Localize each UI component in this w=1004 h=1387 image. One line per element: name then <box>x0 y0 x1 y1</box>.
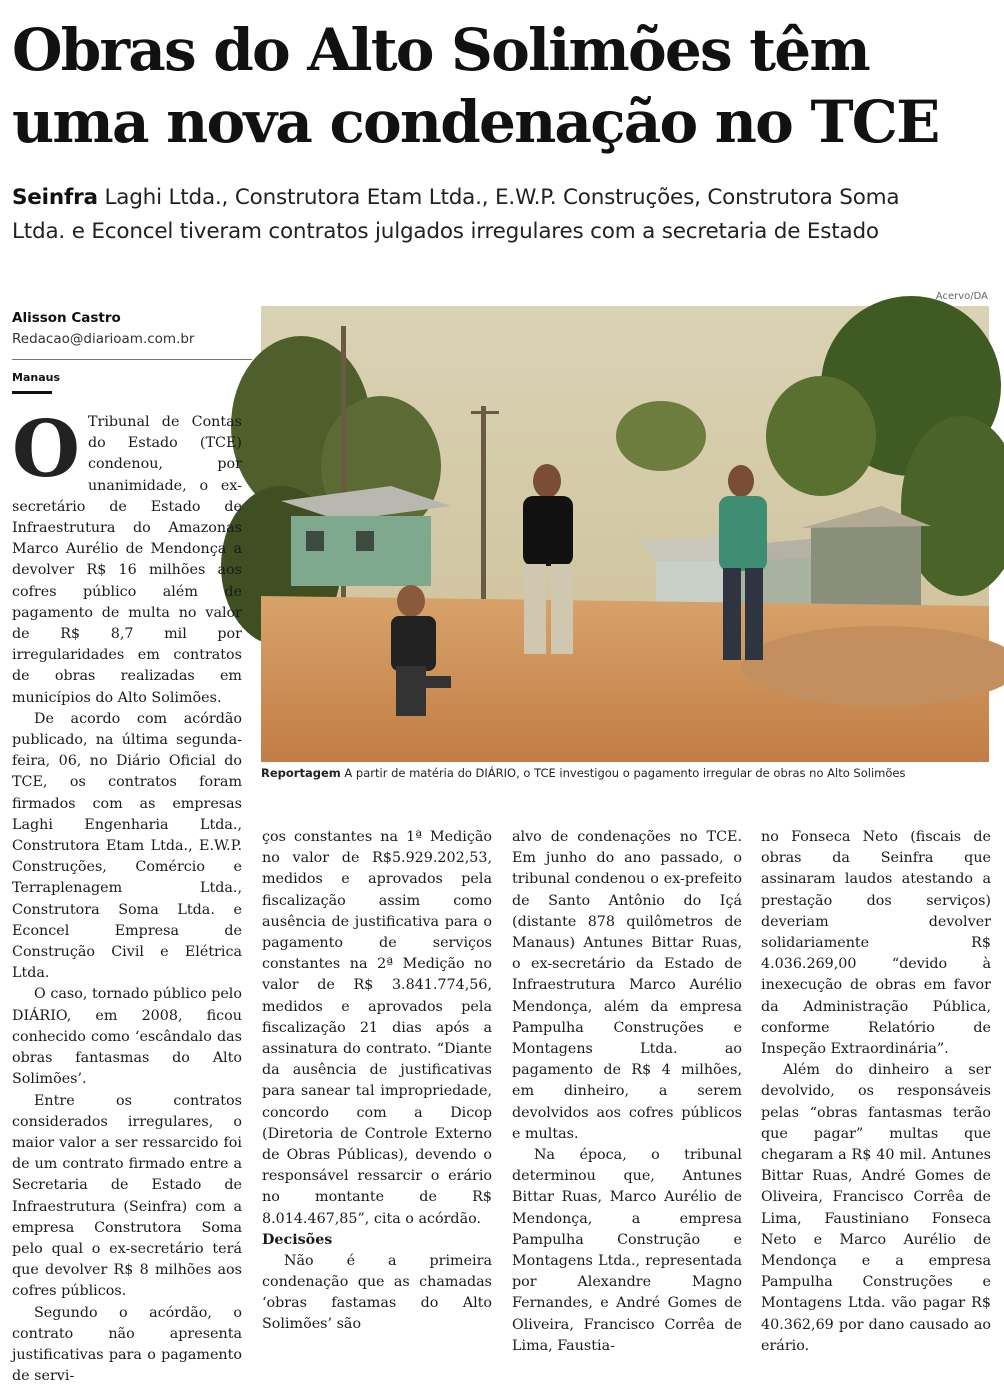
article-column-1 <box>12 404 242 1385</box>
paragraph-11: Além do dinheiro a ser devolvido, os responsáveis pelas “obras fantasmas terão que pagar” multas que chegaram a R$ 40 mil. Antunes Bittar Ruas, André Gomes de Oliveira, Francisco Corrêa de Lima, Faustiniano Fonseca Neto e Marco Aurélio de Mendonça e a empresa Pampulha Construções e Montagens Ltda. vão pagar R$ 40.362,69 por dano causado ao erário. <box>761 1062 991 1354</box>
paragraph-2: De acordo com acórdão publicado, na última segunda-feira, 06, no Diário Oficial do TCE, os contratos foram firmados com as empresas Laghi Engenharia Ltda., Construtora Etam Ltda., E.W.P. Construções, Comércio e Terraplenagem Ltda., Construtora Soma Ltda. e Econcel Empresa de Construção Civil e Elétrica Ltda. <box>12 710 242 982</box>
paragraph-5: Segundo o acórdão, o contrato não apresenta justificativas para o pagamento de servi- <box>12 1304 242 1385</box>
caption-text: A partir de matéria do DIÁRIO, o TCE investigou o pagamento irregular de obras no Alto Solimões <box>344 766 906 780</box>
lead-paragraph <box>12 404 242 709</box>
article-column-4 <box>761 827 991 1354</box>
deck <box>12 181 997 249</box>
byline <box>12 309 252 394</box>
paragraph-4: Entre os contratos considerados irregulares, o maior valor a ser ressarcido foi de um contrato firmado entre a Secretaria de Estado de Infraestrutura (Seinfra) com a empresa Construtora Soma pelo qual o ex-secretário terá que devolver R$ 8 milhões aos cofres públicos. <box>12 1092 242 1300</box>
deck-line-2: Ltda. e Econcel tiveram contratos julgados irregulares com a secretaria de Estado <box>12 219 879 244</box>
paragraph-10: no Fonseca Neto (fiscais de obras da Seinfra que assinaram laudos atestando a prestação dos serviços) deveriam devolver solidariamente R$ 4.036.269,00 “devido à inexecução de obras em favor da Administração Pública, conforme Relatório de Inspeção Extraordinária”. <box>761 829 991 1058</box>
deck-line-1 <box>12 181 997 215</box>
paragraph-3: O caso, tornado público pelo DIÁRIO, em 2008, ficou conhecido como ‘escândalo das obras fantasmas do Alto Solimões’. <box>12 986 242 1088</box>
author-email[interactable]: Redacao@diarioam.com.br <box>12 331 195 347</box>
photo-credit: Acervo/DA <box>935 291 988 302</box>
paragraph-8: alvo de condenações no TCE. Em junho do ano passado, o tribunal condenou o ex-prefeito de Santo Antônio do Içá (distante 878 quilômetros de Manaus) Antunes Bittar Ruas, o ex-secretário da Estado de Infraestrutura Marco Aurélio Mendonça, além da empresa Pampulha Construções e Montagens Ltda. ao pagamento de R$ 4 milhões, em dinheiro, a serem devolvidos aos cofres públicos e multas. <box>512 829 742 1142</box>
article-column-3 <box>512 827 742 1354</box>
photo-caption <box>261 766 991 781</box>
drop-cap: O <box>12 404 80 495</box>
headline-line-2: uma nova condenação no TCE <box>12 88 939 156</box>
article-column-2 <box>262 827 492 1333</box>
paragraph-6: ços constantes na 1ª Medição no valor de R$5.929.202,53, medidos e aprovados pela fiscalização assim como ausência de justificativa para o pagamento de serviços constantes na 2ª Medição no valor de R$ 3.841.774,56, medidos e aprovados pela fiscalização 21 dias após a assinatura do contrato. “Diante da ausência de justificativas para sanear tal impropriedade, concordo com a Dicop (Diretoria de Controle Externo de Obras Públicas), devendo o responsável ressarcir o erário no montante de R$ 8.014.467,85”, cita o acórdão. <box>262 829 492 1227</box>
caption-kicker: Reportagem <box>261 766 341 780</box>
author-name: Alisson Castro <box>12 310 121 326</box>
deck-line-1-text: Laghi Ltda., Construtora Etam Ltda., E.W.P. Construções, Construtora Soma <box>104 185 900 210</box>
headline-line-1: Obras do Alto Solimões têm <box>12 16 869 84</box>
headline <box>12 14 997 158</box>
lead-paragraph-text: Tribunal de Contas do Estado (TCE) condenou, por unanimidade, o ex-secretário de Estado de Infraestrutura do Amazonas Marco Aurélio de Mendonça a devolver R$ 16 milhões aos cofres público além de pagamento de multa no valor de R$ 8,7 mil por irregularidades em contratos de obras realizadas em municípios do Alto Solimões. <box>12 414 242 706</box>
deck-kicker: Seinfra <box>12 185 98 210</box>
subhead-decisoes: Decisões <box>262 1231 333 1248</box>
paragraph-7: Não é a primeira condenação que as chamadas ‘obras fastamas do Alto Solimões’ são <box>262 1252 492 1333</box>
byline-divider <box>12 359 252 360</box>
dateline-bar <box>12 391 52 394</box>
dateline-place: Manaus <box>12 371 61 384</box>
photo-illustration <box>261 306 989 762</box>
paragraph-9: Na época, o tribunal determinou que, Antunes Bittar Ruas, Marco Aurélio de Mendonça, a empresa Pampulha Construção e Montagens Ltda., representada por Alexandre Magno Fernandes, e André Gomes de Oliveira, Francisco Corrêa de Lima, Faustia- <box>512 1147 742 1354</box>
article-photo <box>261 306 989 762</box>
